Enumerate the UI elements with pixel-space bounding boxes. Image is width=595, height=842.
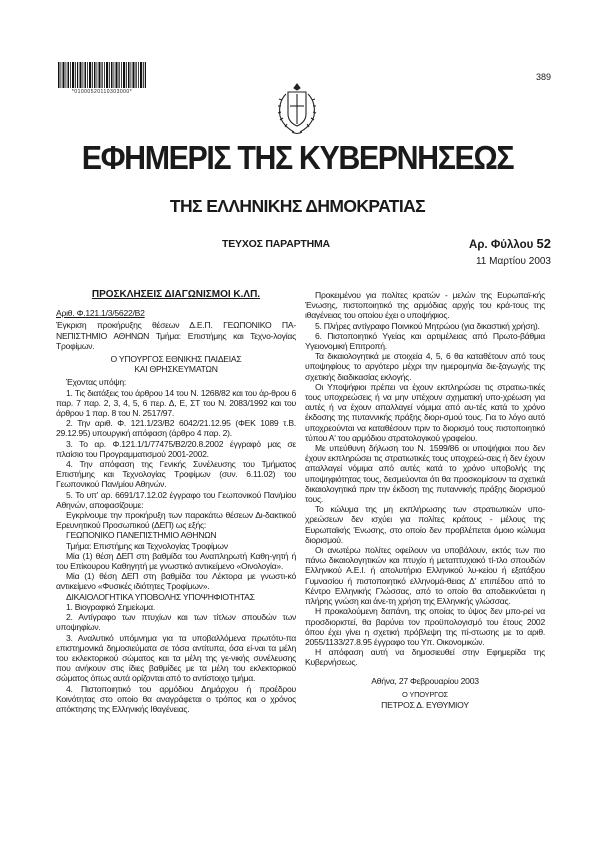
paragraph: 2. Αντίγραφο των πτυχίων και των τίτλων σπουδών των υποψηφίων. bbox=[56, 612, 296, 633]
paragraph: 3. Το αρ. Φ.121.1/1/77475/Β2/20.8.2002 έγγραφό μας σε πλαίσιο του Προγραμματισμού 2001-2002. bbox=[56, 438, 296, 459]
gazette-subtitle: ΤΗΣ ΕΛΛΗΝΙΚΗΣ ΔΗΜΟΚΡΑΤΙΑΣ bbox=[169, 196, 426, 216]
paragraph: Έχοντας υπόψη: bbox=[66, 377, 127, 388]
right-column bbox=[305, 290, 545, 710]
paragraph: Μία (1) θέση ΔΕΠ στη βαθμίδα του Λέκτορα με γνωστι-κό αντικείμενο «Φυσικές ιδιότητες Τροφίμων». bbox=[56, 571, 296, 592]
paragraph: 4. Την απόφαση της Γενικής Συνέλευσης του Τμήματος Επιστήμης και Τεχνολογίας Τροφίμων (συν. 6.11.02) του Γεωπονικού Παν/μίου Αθηνών. bbox=[56, 459, 296, 490]
paragraph: 1. Τις διατάξεις του άρθρου 14 του Ν. 1268/82 και του άρ-θρου 6 παρ. 7 παρ. 2, 3, 4, 5, 6 περ. Δ, Ε, ΣΤ του Ν. 2083/1992 και του άρθρου 1 παρ. 8 του Ν. 2517/97. bbox=[56, 387, 296, 419]
sheet-number-value: 52 bbox=[536, 236, 551, 251]
issue-date: 11 Μαρτίου 2003 bbox=[475, 256, 551, 267]
place-date: Αθήνα, 27 Φεβρουαρίου 2003 bbox=[371, 675, 479, 686]
paragraph: Οι Υποψήφιοι πρέπει να έχουν εκπληρώσει τις στρατιω-τικές τους υποχρεώσεις ή να μην υπέχουν σχηματική υπο-χρέωση για αυτές ή να έχουν απαλλαγεί νόμιμα από αυ-τές κατά το χρόνο έκδοσης της πυταννικής πράξης διορι-σμού τους. Για το λόγο αυτό υποχρεούνται να καταθέσουν πριν το διορισμό τους πιστοποιητικό τύπου Α' του αρμόδιου στρατολογικού γραφείου. bbox=[305, 381, 545, 443]
university-name: ΓΕΩΠΟΝΙΚΟ ΠΑΝΕΠΙΣΤΗΜΙΟ ΑΘΗΝΩΝ bbox=[66, 530, 217, 541]
paragraph: Η απόφαση αυτή να δημοσιευθεί στην Εφημερίδα της Κυβερνήσεως. bbox=[305, 647, 545, 668]
paragraph: Τα δικαιολογητικά με στοιχεία 4, 5, 6 θα καταθέτουν από τους υποψηφίους το αργότερο μέχρι την ημερομηνία διε-ξαγωγής της σχετικής διαδικασίας εκλογής. bbox=[305, 351, 545, 382]
paragraph: 6. Πιστοποιητικό Υγείας και αρτιμέλειας από Πρωτο-βάθμια Υγειονομική Επιτροπή. bbox=[305, 330, 545, 352]
minister-title-line-1: Ο ΥΠΟΥΡΓΟΣ ΕΘΝΙΚΗΣ ΠΑΙΔΕΙΑΣ bbox=[110, 354, 242, 365]
paragraph: Εγκρίνουμε την προκήρυξη των παρακάτω θέσεων Δι-δακτικού Ερευνητικού Προσωπικού (ΔΕΠ) ως εξής: bbox=[56, 510, 296, 531]
page-number: 389 bbox=[535, 72, 551, 82]
paragraph: Προκειμένου για πολίτες κρατών - μελών της Ευρωπαϊ-κής Ένωσης, πιστοποιητικό της αρμόδιας αρχής του κρά-τους της ιθαγένειας του οποίου έχει ο υποψήφιος. bbox=[305, 290, 545, 321]
paragraph: Με υπεύθυνη δήλωση του Ν. 1599/86 οι υποψήφιοι που δεν έχουν εκπληρώσει τις στρατιωτικές τους υποχρεώ-σεις ή δεν έχουν απαλλαγεί νόμιμα από αυτές κατά το χρόνο υποβολής της υποψηφιότητας τους, δεσμεύονται ότι θα προσκομίσουν τα σχετικά δικαιολογητικά πριν την έκδοση της πυταννικής πράξης διορισμού τους. bbox=[305, 443, 545, 505]
department-name: Τμήμα: Επιστήμης και Τεχνολογίας Τροφίμων bbox=[66, 540, 228, 551]
issue-row bbox=[44, 238, 551, 252]
barcode-caption: *01000520110303000* bbox=[71, 89, 133, 95]
issue-series: ΤΕΥΧΟΣ ΠΑΡΑΡΤΗΜΑ bbox=[222, 238, 330, 250]
decision-reference: Αριθ. Φ.121.1/3/5622/Β2 bbox=[56, 308, 145, 319]
sheet-prefix: Αρ. Φύλλου bbox=[469, 239, 534, 251]
paragraph: 4. Πιστοποιητικό του αρμόδιου Δημάρχου ή προέδρου Κοινότητας στο οποίο θα αναγράφεται ο τρόπος και ο χρόνος απόκτησης της Ελληνικής Ιθαγένειας. bbox=[56, 683, 296, 714]
sheet-number bbox=[469, 236, 551, 251]
section-heading: ΠΡΟΣΚΛΗΣΕΙΣ ΔΙΑΓΩΝΙΣΜΟΙ Κ.ΛΠ. bbox=[91, 289, 261, 300]
paragraph: 1. Βιογραφικό Σημείωμα. bbox=[66, 601, 156, 612]
paragraph: Η προκαλούμενη δαπάνη, της οποίας το ύψος δεν μπο-ρεί να προσδιοριστεί, θα βαρύνει τον προϋπολογισμό του έτους 2002 όπου έχει γίνει η σχετική πρόβλεψη της πί-στωσης με το αριθ. 2055/1133/27.8.95 έγγραφο του Υπ. Οικονομικών. bbox=[305, 606, 545, 647]
paragraph: Οι ανωτέρω πολίτες οφείλουν να υποβάλουν, εκτός των πιο πάνω δικαιολογητικών και πτυχίο ή μεταπτυχιακό τί-τλο σπουδών Ελληνικού Α.Ε.Ι. ή απολυτήριο Ελληνικού λυ-κείου ή εξατάξιου Γυμνασίου ή πιστοποιητικό ελληνομά-θειας Δ' επιπέδου από το Κέντρο Ελληνικής Γλώσσας, από το οποίο θα αποδεικνύεται η πλήρης γνώση και άνε-τη χρήση της Ελληνικής γλώσσας. bbox=[305, 545, 545, 607]
paragraph: 5. Το υπ' αρ. 6691/17.12.02 έγγραφο του Γεωπονικού Παν/μίου Αθηνών, αποφασίζουμε: bbox=[56, 489, 296, 510]
coat-of-arms-icon bbox=[274, 80, 320, 136]
paragraph: 5. Πλήρες αντίγραφο Ποινικού Μητρώου (για δικαστική χρήση). bbox=[315, 320, 540, 331]
paragraph: 3. Αναλυτικό υπόμνημα για τα υποβαλλόμενα πρωτότυ-πα επιστημονικά δημοσιεύματα σε τόσα αντίτυπα, όσα εί-ναι τα μέλη του εκλεκτορικού σώματος και τα μέλη της γε-νικής συνέλευσης που ανήκουν στις ίδιες βαθμίδες με τα μέλη του εκλεκτορικού σώματος όπως αυτά ορίζονται από το αντίστοιχο τμήμα. bbox=[56, 632, 296, 684]
paragraph: Το κώλυμα της μη εκπλήρωσης των στρατιωτικών υπο-χρεώσεων δεν ισχύει για πολίτες κράτους - μέλους της Ευρωπαϊκής Ένωσης, στο οποίο δεν προβλέπεται όμοιο κώλυμα διορισμού. bbox=[305, 504, 545, 545]
subsection-heading: ΔΙΚΑΙΟΛΟΓΗΤΙΚΑ ΥΠΟΒΟΛΗΣ ΥΠΟΨΗΦΙΟΤΗΤΑΣ bbox=[66, 591, 255, 602]
left-column bbox=[56, 290, 296, 714]
signer-role: Ο ΥΠΟΥΡΓΟΣ bbox=[402, 689, 448, 699]
paragraph: Μία (1) θέση ΔΕΠ στη βαθμίδα του Αναπληρωτή Καθη-γητή ή του Επίκουρου Καθηγητή με γνωστικό αντικείμενο «Οινολογία». bbox=[56, 550, 296, 572]
minister-title-line-2: ΚΑΙ ΘΡΗΣΚΕΥΜΑΤΩΝ bbox=[134, 364, 218, 375]
decision-subject: Έγκριση προκήρυξης θέσεων Δ.Ε.Π. ΓΕΩΠΟΝΙΚΟ ΠΑ-ΝΕΠΙΣΤΗΜΙΟ ΑΘΗΝΩΝ Τμήμα: Επιστήμης και Τεχνο-λογίας Τροφίμων. bbox=[56, 320, 296, 351]
signer-name: ΠΕΤΡΟΣ Δ. ΕΥΘΥΜΙΟΥ bbox=[381, 699, 469, 710]
paragraph: 2. Την αριθ. Φ. 121.1/23/Β2 6042/21.12.95 (ΦΕΚ 1089 τ.Β. 29.12.95) υπουργική απόφαση (άρθρο 4 παρ. 2). bbox=[56, 418, 296, 439]
gazette-title: ΕΦΗΜΕΡΙΣ ΤΗΣ ΚΥΒΕΡΝΗΣΕΩΣ bbox=[81, 139, 514, 176]
barcode bbox=[58, 62, 146, 88]
